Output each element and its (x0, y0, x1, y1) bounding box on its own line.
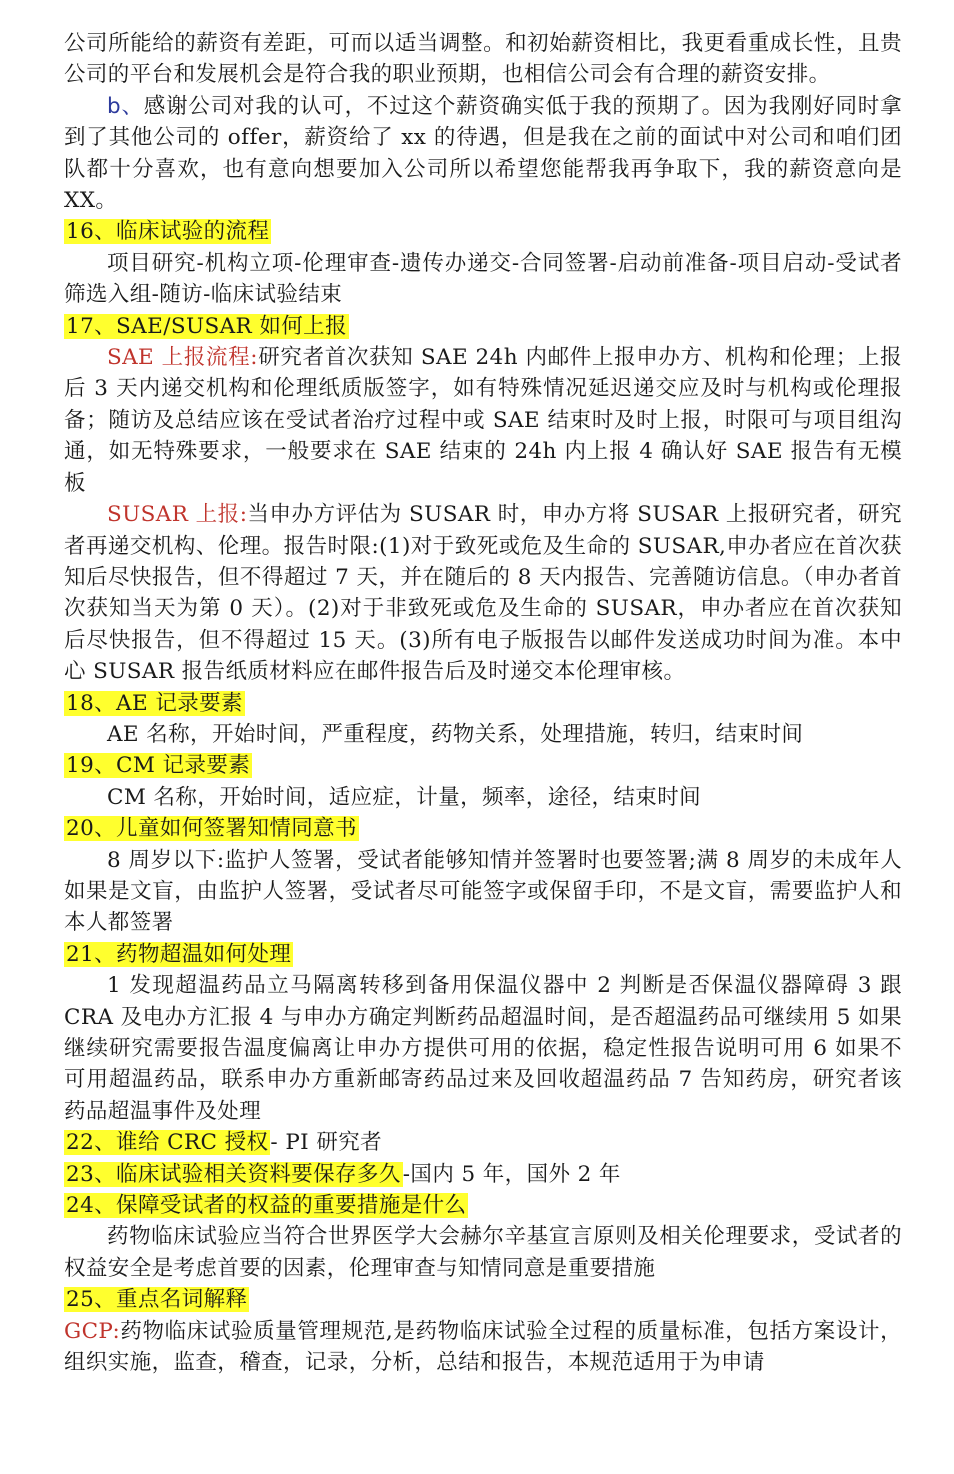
gcp-text: 药物临床试验质量管理规范,是药物临床试验全过程的质量标准，包括方案设计，组织实施，监查，稽查，记录，分析，总结和报告，本规范适用于为申请 (64, 1318, 902, 1376)
gcp-definition-paragraph (64, 1316, 902, 1379)
susar-report-label: SUSAR 上报: (107, 502, 248, 528)
section-21-heading (64, 939, 902, 970)
section-23-heading (64, 1159, 902, 1190)
section-19-body: CM 名称，开始时间，适应症，计量，频率，途径，结束时间 (107, 784, 702, 810)
section-22-heading-text: 22、谁给 CRC 授权 (66, 1130, 269, 1156)
gcp-label: GCP: (64, 1318, 121, 1344)
sae-report-paragraph (64, 342, 902, 499)
section-16-heading-text: 16、临床试验的流程 (66, 219, 270, 245)
section-25-heading (64, 1284, 902, 1315)
section-24-heading-text: 24、保障受试者的权益的重要措施是什么 (66, 1193, 467, 1219)
section-24-body: 药物临床试验应当符合世界医学大会赫尔辛基宣言原则及相关伦理要求，受试者的权益安全是考虑首要的因素，伦理审查与知情同意是重要措施 (64, 1224, 902, 1281)
susar-report-text: 当申办方评估为 SUSAR 时，申办方将 SUSAR 上报研究者，研究者再递交机构、伦理。报告时限:(1)对于致死或危及生命的 SUSAR,申办者应在首次获知后尽快报告，但不得超过 7 天，并在随后的 8 天内报告、完善随访信息。（申办者首次获知当天为第 0 天）。(2)对于非致死或危及生命的 SUSAR，申办者应在首次获知后尽快报告，但不得超过 15 天。(3)所有电子版报告以邮件发送成功时间为准。本中心 SUSAR 报告纸质材料应在邮件报告后及时递交本伦理审核。 (64, 502, 902, 685)
section-17-heading-text: 17、SAE/SUSAR 如何上报 (66, 313, 347, 339)
sae-report-text: 研究者首次获知 SAE 24h 内邮件上报申办方、机构和伦理；上报后 3 天内递交机构和伦理纸质版签字，如有特殊情况延迟递交应及时与机构或伦理报备；随访及总结应该在受试者治疗过程中或 SAE 结束时及时上报，时限可与项目组沟通，如无特殊要求，一般要求在 SAE 结束的 24h 内上报 4 确认好 SAE 报告有无模板 (64, 345, 902, 496)
section-17-heading (64, 311, 902, 342)
section-20-heading-text: 20、儿童如何签署知情同意书 (66, 816, 357, 842)
section-19-heading-text: 19、CM 记录要素 (66, 753, 251, 779)
section-16-body: 项目研究-机构立项-伦理审查-遗传办递交-合同签署-启动前准备-项目启动-受试者筛选入组-随访-临床试验结束 (64, 250, 902, 308)
section-23-heading-text: 23、临床试验相关资料要保存多久 (66, 1161, 401, 1187)
section-18-heading-text: 18、AE 记录要素 (66, 690, 243, 716)
section-22-heading (64, 1127, 902, 1158)
susar-report-paragraph (64, 499, 902, 687)
answer-b-text: 感谢公司对我的认可，不过这个薪资确实低于我的预期了。因为我刚好同时拿到了其他公司的 offer，薪资给了 xx 的待遇，但是我在之前的面试中对公司和咱们团队都十分喜欢，也有意向想要加入公司所以希望您能帮我再争取下，我的薪资意向是 XX。 (64, 93, 902, 214)
section-20-heading (64, 813, 902, 844)
answer-b-marker: b、 (107, 93, 144, 119)
section-21-heading-text: 21、药物超温如何处理 (66, 941, 292, 967)
section-25-heading-text: 25、重点名词解释 (66, 1287, 248, 1313)
section-24-heading (64, 1190, 902, 1221)
section-19-heading (64, 750, 902, 781)
section-21-body: 1 发现超温药品立马隔离转移到备用保温仪器中 2 判断是否保温仪器障碍 3 跟 CRA 及电办方汇报 4 与申办方确定判断药品超温时间，是否超温药品可继续用 5 如果继续研究需要报告温度偏离让申办方提供可用的依据，稳定性报告说明可用 6 如果不可用超温药品，联系申办方重新邮寄药品过来及回收超温药品 7 告知药房，研究者该药品超温事件及处理 (64, 973, 902, 1124)
sae-report-label: SAE 上报流程: (107, 345, 258, 371)
intro-tail-paragraph: 公司所能给的薪资有差距，可而以适当调整。和初始薪资相比，我更看重成长性，且贵公司的平台和发展机会是符合我的职业预期，也相信公司会有合理的薪资安排。 (64, 31, 902, 88)
section-16-heading (64, 216, 902, 247)
answer-b-paragraph (64, 91, 902, 217)
section-18-heading (64, 688, 902, 719)
section-20-body: 8 周岁以下:监护人签署，受试者能够知情并签署时也要签署;满 8 周岁的未成年人如果是文盲，由监护人签署，受试者尽可能签字或保留手印，不是文盲，需要监护人和本人都签署 (64, 847, 902, 936)
section-22-answer: - PI 研究者 (270, 1130, 383, 1156)
section-23-answer: -国内 5 年，国外 2 年 (402, 1161, 621, 1187)
section-18-body: AE 名称，开始时间，严重程度，药物关系，处理措施，转归，结束时间 (107, 721, 804, 747)
